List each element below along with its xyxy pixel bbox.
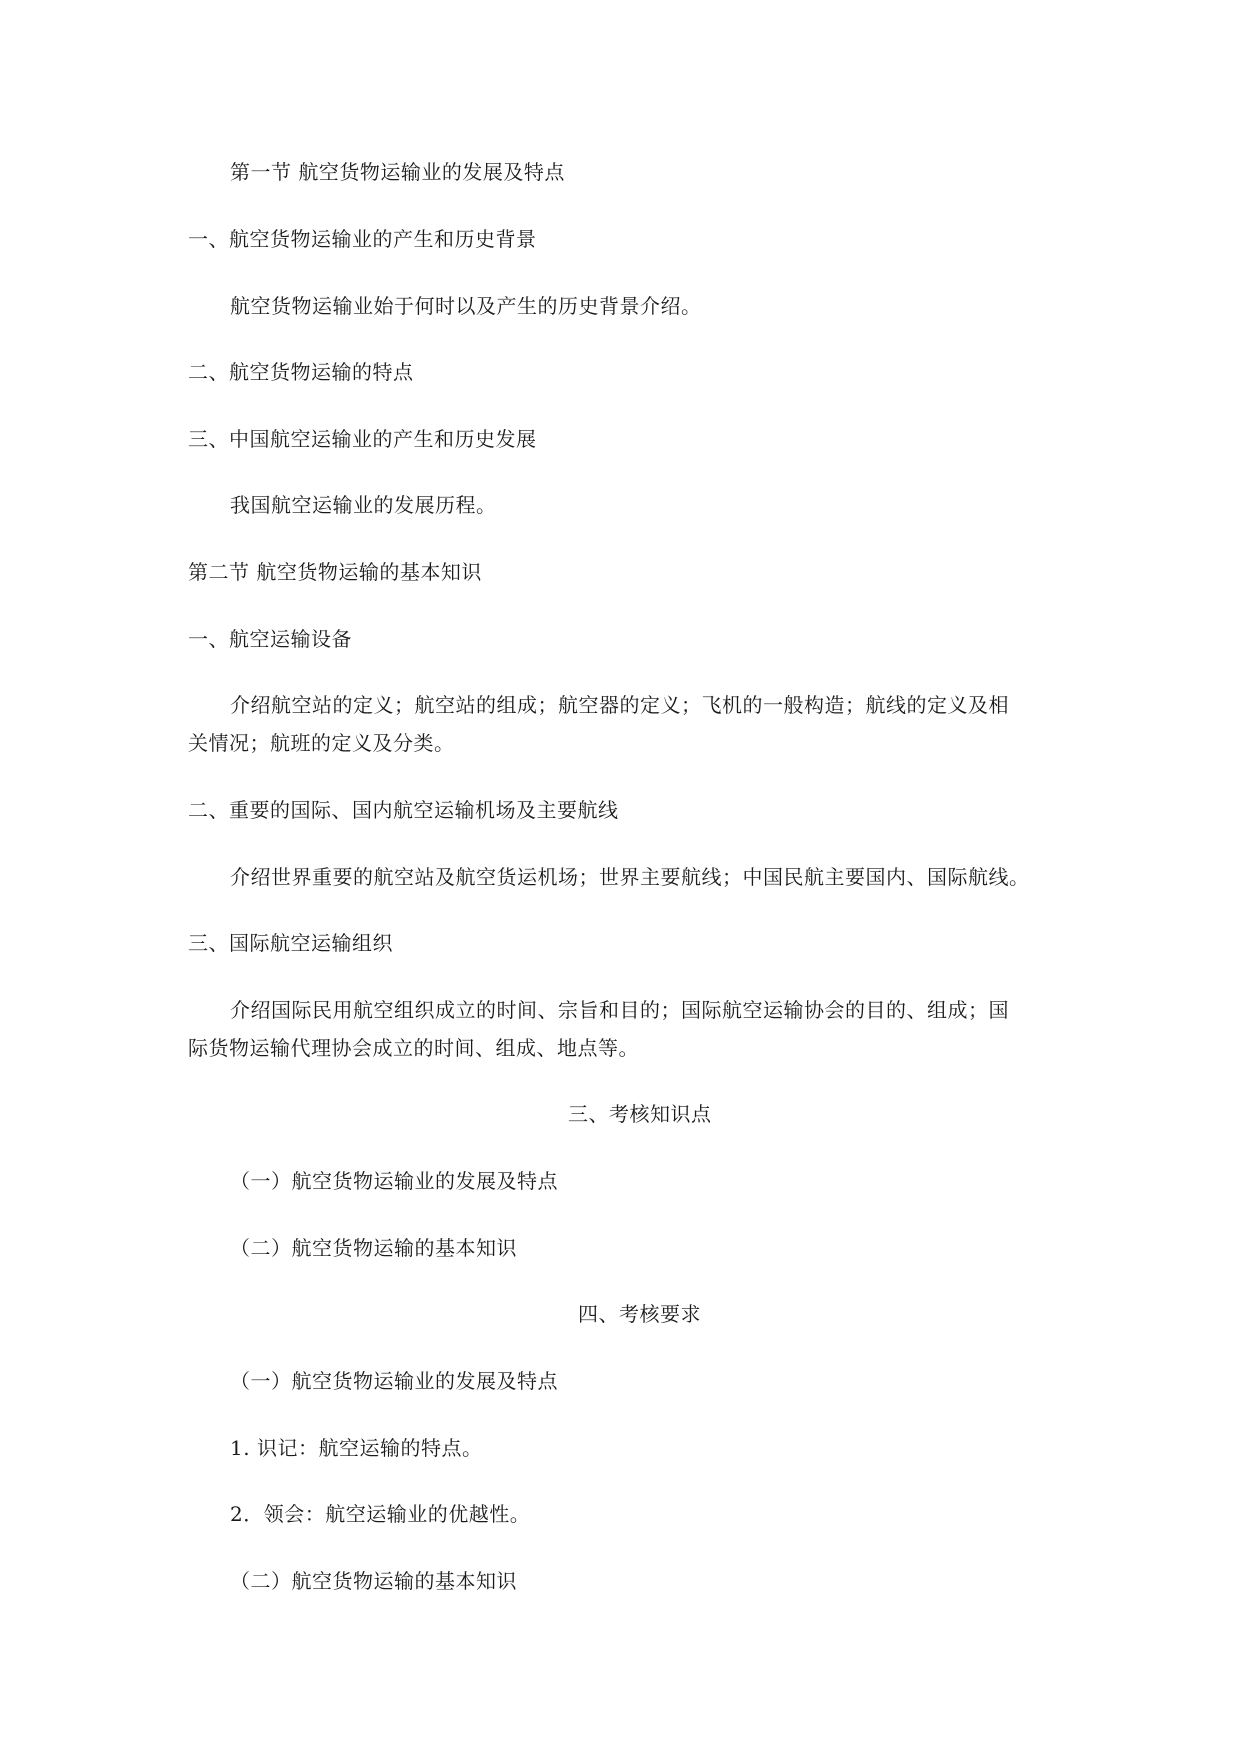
s1-item2-heading: 二、航空货物运输的特点 (188, 360, 414, 384)
s2-item3-description-line2: 际货物运输代理协会成立的时间、组成、地点等。 (188, 1036, 639, 1060)
s2-item1-heading: 一、航空运输设备 (188, 627, 352, 651)
s1-item3-description: 我国航空运输业的发展历程。 (230, 493, 497, 517)
heading-assessment-points: 三、考核知识点 (568, 1102, 712, 1126)
requirement-section-1: （一）航空货物运输业的发展及特点 (230, 1369, 558, 1393)
s1-item1-description: 航空货物运输业始于何时以及产生的历史背景介绍。 (230, 294, 702, 318)
section1-title: 第一节 航空货物运输业的发展及特点 (230, 160, 565, 184)
s2-item3-heading: 三、国际航空运输组织 (188, 931, 393, 955)
s2-item1-description-line2: 关情况；航班的定义及分类。 (188, 731, 455, 755)
assessment-point-1: （一）航空货物运输业的发展及特点 (230, 1169, 558, 1193)
requirement-1: 1. 识记：航空运输的特点。 (230, 1436, 483, 1460)
section2-title: 第二节 航空货物运输的基本知识 (188, 560, 482, 584)
s1-item3-heading: 三、中国航空运输业的产生和历史发展 (188, 427, 537, 451)
s2-item3-description-line1: 介绍国际民用航空组织成立的时间、宗旨和目的；国际航空运输协会的目的、组成；国 (230, 998, 1009, 1022)
s1-item1-heading: 一、航空货物运输业的产生和历史背景 (188, 227, 537, 251)
s2-item1-description-line1: 介绍航空站的定义；航空站的组成；航空器的定义；飞机的一般构造；航线的定义及相 (230, 693, 1009, 717)
assessment-point-2: （二）航空货物运输的基本知识 (230, 1236, 517, 1260)
heading-assessment-requirements: 四、考核要求 (578, 1302, 701, 1326)
s2-item2-heading: 二、重要的国际、国内航空运输机场及主要航线 (188, 798, 619, 822)
s2-item2-description: 介绍世界重要的航空站及航空货运机场；世界主要航线；中国民航主要国内、国际航线。 (230, 865, 1030, 889)
requirement-section-2: （二）航空货物运输的基本知识 (230, 1569, 517, 1593)
requirement-2: 2．领会：航空运输业的优越性。 (230, 1502, 531, 1526)
